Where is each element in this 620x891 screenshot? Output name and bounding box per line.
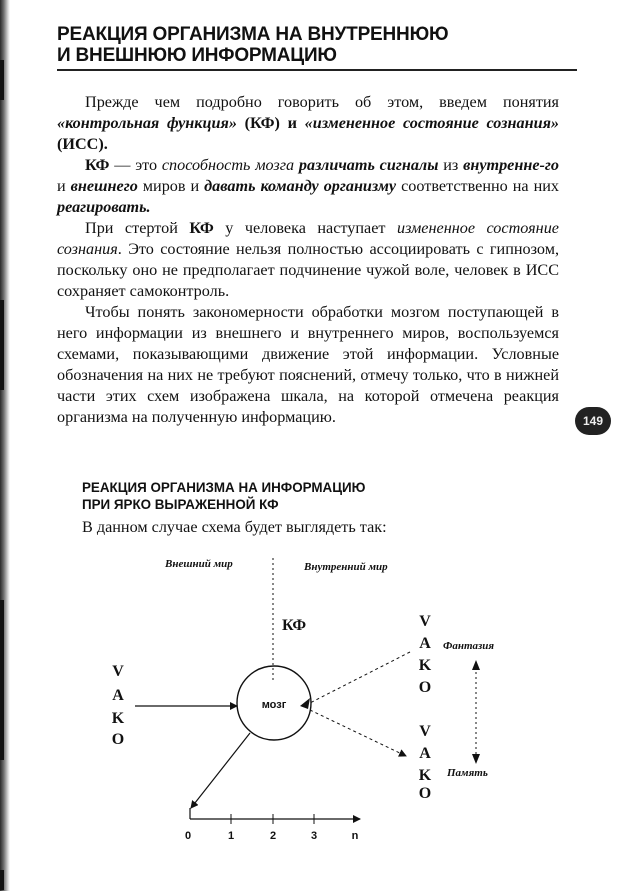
section-heading-line-1: РЕАКЦИЯ ОРГАНИЗМА НА ИНФОРМАЦИЮ [82, 480, 366, 495]
page-title [57, 24, 577, 66]
title-rule [57, 69, 577, 71]
label-kf: КФ [282, 617, 307, 634]
text-run: способность мозга [161, 156, 299, 174]
vako-letter: V [419, 613, 431, 630]
title-line-2: И ВНЕШНЮЮ ИНФОРМАЦИЮ [57, 45, 337, 66]
text-run: из [438, 156, 464, 174]
vako-letter: O [418, 785, 432, 802]
brain-information-diagram [0, 540, 620, 880]
text-run: (ИСС). [57, 135, 108, 153]
arrow-fantasy-to-brain [304, 652, 410, 706]
paragraph-kf-definition [57, 155, 559, 218]
vako-letter: K [418, 657, 432, 674]
text-run: Чтобы понять закономерности обработки мозгом поступающей в него информации из внешнего и внутреннего миров, воспользуемся схемами, показывающими движение этой информации. Условные обозначения на них не требуют пояснений, отмечу только, что в нижней части этих схем изображена шкала, на которой отмечена реакция организма на полученную информацию. [57, 303, 559, 426]
vako-letter: K [418, 767, 432, 784]
vako-letter: K [111, 710, 125, 727]
arrow-reaction [191, 733, 250, 808]
title-line-1: РЕАКЦИЯ ОРГАНИЗМА НА ВНУТРЕННЮЮ [57, 24, 449, 45]
text-run: миров и [137, 177, 205, 195]
text-run: КФ [189, 219, 214, 237]
article-body [57, 92, 559, 428]
text-run: различать сигналы [298, 156, 439, 174]
text-run: измененное состояние сознания [57, 219, 559, 258]
label-fantasy: Фантазия [443, 640, 495, 652]
text-run: (КФ) и [236, 114, 305, 132]
spine-mark [0, 300, 4, 390]
vako-letter: A [419, 635, 431, 652]
scale-label: 2 [269, 830, 277, 842]
label-inner-world: Внутренний мир [304, 561, 388, 573]
diagram-intro: В данном случае схема будет выглядеть так: [82, 518, 387, 536]
arrowhead [472, 660, 480, 670]
arrowhead [472, 754, 480, 764]
arrow-brain-to-memory [310, 710, 406, 756]
paragraph-altered-state [57, 218, 559, 302]
arrowhead [300, 698, 310, 709]
term-altered-state: «измененное состояние сознания» [304, 114, 560, 132]
label-outer-world: Внешний мир [165, 558, 233, 570]
spine-mark [0, 60, 4, 100]
vako-letter: A [419, 745, 431, 762]
label-memory: Память [447, 767, 488, 779]
text-run: — это [109, 156, 162, 174]
paragraph-definitions [57, 92, 559, 155]
section-heading [82, 479, 502, 513]
term-kf: КФ [85, 156, 110, 174]
page-number-badge: 149 [575, 407, 611, 435]
vako-letter: A [112, 687, 124, 704]
text-run: и [57, 177, 71, 195]
text-run: Прежде чем подробно говорить об этом, введем понятия [85, 93, 559, 111]
text-run: внутренне-го [463, 156, 559, 174]
text-run: При стертой [85, 219, 190, 237]
section-heading-line-2: ПРИ ЯРКО ВЫРАЖЕННОЙ КФ [82, 497, 279, 512]
text-run: . Это состояние нельзя полностью ассоциировать с гипнозом, поскольку оно не предполагает подчинение чужой воле, человек в ИСС сохраняет самоконтроль. [57, 240, 559, 300]
vako-letter: V [112, 663, 124, 680]
scale-label: n [351, 830, 359, 842]
text-run: давать команду организму [204, 177, 397, 195]
term-control-function: «контрольная функция» [57, 114, 237, 132]
text-run: реагировать. [57, 198, 151, 216]
paragraph-schemes [57, 302, 559, 428]
vako-letter: O [418, 679, 432, 696]
vako-letter: O [111, 731, 125, 748]
vako-letter: V [419, 723, 431, 740]
label-brain: мозг [261, 699, 287, 711]
text-run: соответственно на них [396, 177, 559, 195]
scale-label: 0 [184, 830, 192, 842]
text-run: внешнего [70, 177, 138, 195]
scale-label: 1 [227, 830, 235, 842]
scale-label: 3 [310, 830, 318, 842]
text-run: у человека наступает [213, 219, 397, 237]
